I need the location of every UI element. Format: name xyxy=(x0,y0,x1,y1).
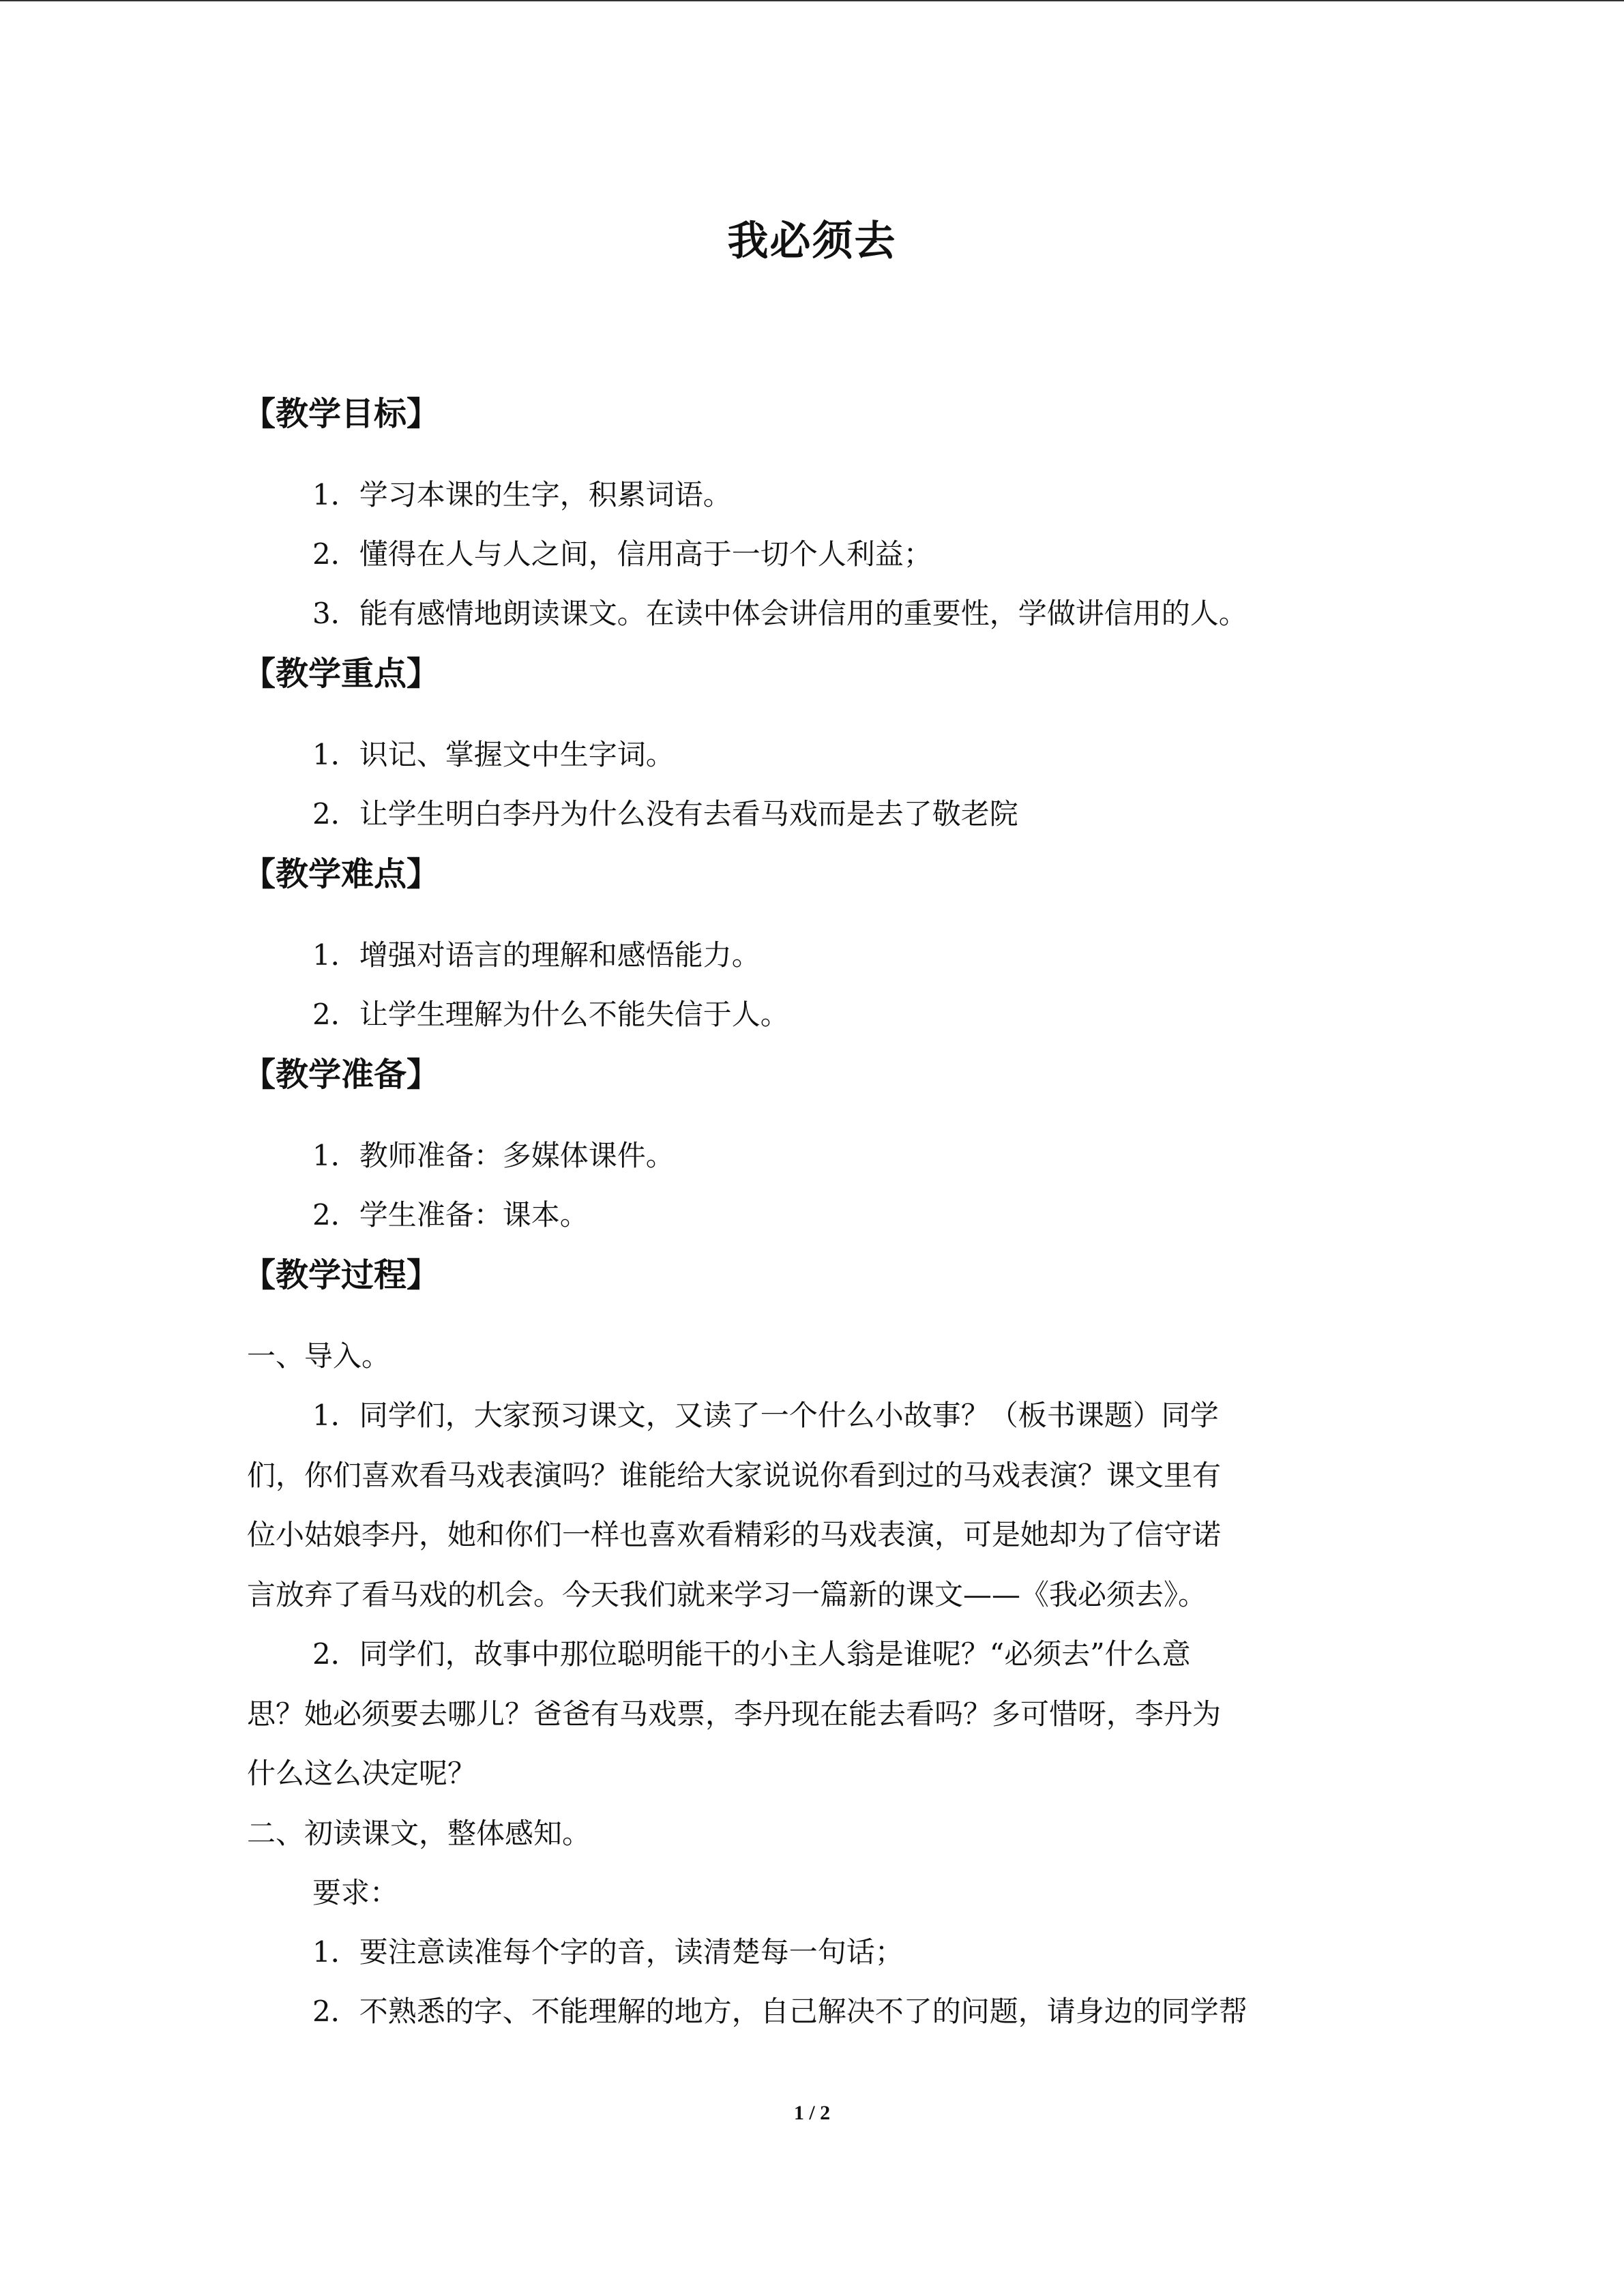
paragraph-line: 1．同学们，大家预习课文，又读了一个什么小故事？（板书课题）同学 xyxy=(312,1399,1219,1432)
paragraph-line: 思？她必须要去哪儿？爸爸有马戏票，李丹现在能去看吗？多可惜呀，李丹为 xyxy=(247,1697,1222,1731)
key-point-item: 1．识记、掌握文中生字词。 xyxy=(312,738,675,771)
document-title: 我必须去 xyxy=(727,218,897,265)
requirement-label: 要求： xyxy=(312,1875,399,1909)
page-number: 1 / 2 xyxy=(793,2102,831,2124)
preparation-item: 2．学生准备：课本。 xyxy=(312,1198,589,1232)
section-heading-difficulties: 【教学难点】 xyxy=(243,855,440,893)
difficulty-item: 1．增强对语言的理解和感悟能力。 xyxy=(312,938,761,972)
paragraph-line: 言放弃了看马戏的机会。今天我们就来学习一篇新的课文——《我必须去》。 xyxy=(247,1577,1207,1611)
document-body xyxy=(243,383,1379,2041)
goal-item: 2．懂得在人与人之间，信用高于一切个人利益； xyxy=(312,537,932,571)
requirement-item: 1．要注意读准每个字的音，读清楚每一句话； xyxy=(312,1935,904,1969)
goal-item: 3．能有感情地朗读课文。在读中体会讲信用的重要性，学做讲信用的人。 xyxy=(312,597,1247,630)
paragraph-line: 位小姑娘李丹，她和你们一样也喜欢看精彩的马戏表演，可是她却为了信守诺 xyxy=(247,1518,1222,1551)
difficulty-item: 2．让学生理解为什么不能失信于人。 xyxy=(312,998,789,1031)
section-heading-goals: 【教学目标】 xyxy=(243,395,440,433)
process-part-title: 二、初读课文，整体感知。 xyxy=(247,1816,591,1850)
paragraph-line: 2．同学们，故事中那位聪明能干的小主人翁是谁呢？“必须去”什么意 xyxy=(312,1637,1191,1671)
process-paragraph xyxy=(247,1386,1379,1624)
paragraph-line: 们，你们喜欢看马戏表演吗？谁能给大家说说你看到过的马戏表演？课文里有 xyxy=(247,1458,1222,1492)
section-heading-key-points: 【教学重点】 xyxy=(243,655,440,693)
key-point-item: 2．让学生明白李丹为什么没有去看马戏而是去了敬老院 xyxy=(312,797,1018,831)
process-paragraph xyxy=(247,1624,1379,1804)
section-heading-process: 【教学过程】 xyxy=(243,1256,440,1294)
requirement-item: 2．不熟悉的字、不能理解的地方，自己解决不了的问题，请身边的同学帮 xyxy=(312,1994,1247,2028)
paragraph-line: 什么这么决定呢？ xyxy=(247,1757,477,1790)
section-heading-preparation: 【教学准备】 xyxy=(243,1056,440,1094)
preparation-item: 1．教师准备：多媒体课件。 xyxy=(312,1139,675,1172)
process-part-title: 一、导入。 xyxy=(247,1339,391,1373)
goal-item: 1．学习本课的生字，积累词语。 xyxy=(312,478,732,511)
